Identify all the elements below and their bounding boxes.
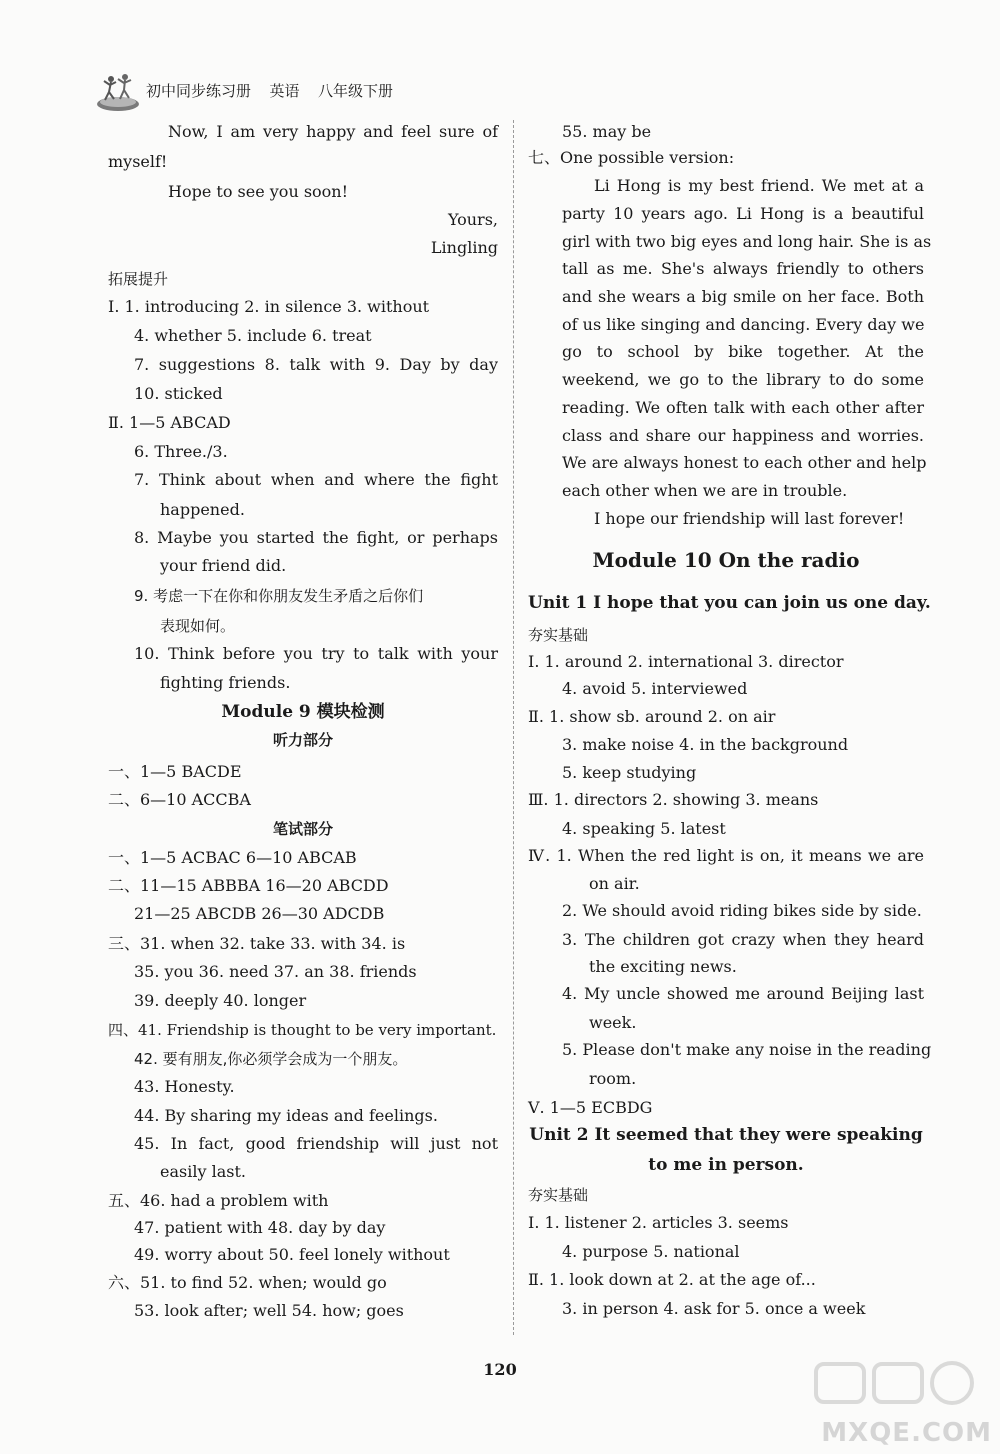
answer-line: girl with two big eyes and long hair. She is as [562,232,932,251]
header-subject: 英语 [269,82,300,100]
answer-line: myself! [108,152,168,171]
answer-line: go to school by bike together. At the [562,342,924,361]
answer-line: to me in person. [648,1155,804,1175]
answer-line: Lingling [430,238,498,257]
header-book: 初中同步练习册 [146,82,252,100]
answer-line: 7. suggestions 8. talk with 9. Day by day [134,355,498,374]
answer-line: 一、1—5 ACBAC 6—10 ABCAB [108,848,357,867]
watermark [812,1358,992,1448]
runners-logo-icon [96,70,140,112]
answer-line: 4. purpose 5. national [562,1242,740,1261]
answer-line: 表现如何。 [160,617,236,635]
answer-line: and she wears a big smile on her face. Both [562,287,924,306]
answer-line: 42. 要有朋友,你必须学会成为一个朋友。 [134,1050,408,1068]
answer-line: 五、46. had a problem with [108,1191,329,1210]
answer-line: Li Hong is my best friend. We met at a [594,176,924,195]
answer-line: of us like singing and dancing. Every day we [562,315,925,334]
watermark-text: MXQE.COM [821,1418,992,1448]
page-header [96,70,426,112]
answer-line: I hope our friendship will last forever! [594,509,905,528]
answer-line: 一、1—5 BACDE [108,762,242,781]
answer-line: the exciting news. [589,957,737,976]
page-number: 120 [483,1360,517,1379]
answer-line: 5. keep studying [562,763,697,782]
answer-line: 49. worry about 50. feel lonely without [134,1245,450,1264]
answer-line: weekend, we go to the library to do some [562,370,924,389]
answer-line: your friend did. [160,556,287,575]
answer-line: 拓展提升 [108,270,169,288]
answer-line: 10. sticked [134,384,223,403]
answer-line: each other when we are in trouble. [562,481,848,500]
answer-line: Ⅱ. 1—5 ABCAD [108,413,231,432]
answer-line: Ⅴ. 1—5 ECBDG [528,1098,653,1117]
answer-line: 45. In fact, good friendship will just not [134,1134,498,1153]
answer-line: fighting friends. [160,673,291,692]
answer-line: week. [589,1013,637,1032]
answer-line: room. [589,1069,637,1088]
answer-line: 二、11—15 ABBBA 16—20 ABCDD [108,876,389,895]
answer-line: 3. in person 4. ask for 5. once a week [562,1299,866,1318]
answer-line: 六、51. to find 52. when; would go [108,1273,387,1292]
header-grade: 八年级下册 [317,82,393,100]
answer-line: tall as me. She's always friendly to others [562,259,924,278]
answer-line: 55. may be [562,122,652,141]
answer-line: 4. avoid 5. interviewed [562,679,748,698]
answer-line: 47. patient with 48. day by day [134,1218,386,1237]
answer-line: 听力部分 [272,731,333,749]
answer-line: 4. My uncle showed me around Beijing last [562,984,924,1003]
answer-line: 3. make noise 4. in the background [562,735,849,754]
answer-line: 10. Think before you try to talk with your [134,644,498,663]
answer-line: 7. Think about when and where the fight [134,470,498,489]
answer-line: 43. Honesty. [134,1077,235,1096]
answer-line: class and share our happiness and worries. [562,426,924,445]
answer-line: 2. We should avoid riding bikes side by side. [562,901,922,920]
answer-line: 8. Maybe you started the fight, or perhaps [134,528,498,547]
answer-line: party 10 years ago. Li Hong is a beautiful [562,204,924,223]
answer-line: 5. Please don't make any noise in the reading [562,1040,932,1059]
answer-line: 21—25 ABCDB 26—30 ADCDB [134,904,385,923]
answer-line: reading. We often talk with each other after [562,398,924,417]
answer-line: easily last. [160,1162,246,1181]
answer-line: 9. 考虑一下在你和你朋友发生矛盾之后你们 [134,587,424,605]
answer-line: Now, I am very happy and feel sure of [168,122,498,141]
answer-line: 3. The children got crazy when they heard [562,930,924,949]
answer-line: 4. speaking 5. latest [562,819,726,838]
answer-line: 二、6—10 ACCBA [108,790,251,809]
answer-line: 35. you 36. need 37. an 38. friends [134,962,417,981]
answer-line: Ⅱ. 1. look down at 2. at the age of... [528,1270,816,1289]
answer-line: Ⅰ. 1. around 2. international 3. director [528,652,844,671]
answer-line: Module 9 模块检测 [221,702,385,722]
header-title [146,80,407,101]
answer-line: 三、31. when 32. take 33. with 34. is [108,934,406,953]
answer-line: Ⅰ. 1. listener 2. articles 3. seems [528,1213,789,1232]
answer-line: Ⅲ. 1. directors 2. showing 3. means [528,790,819,809]
answer-line: 夯实基础 [528,1186,589,1204]
answer-line: happened. [160,500,245,519]
answer-line: Ⅱ. 1. show sb. around 2. on air [528,707,776,726]
answer-line: Ⅰ. 1. introducing 2. in silence 3. without [108,297,430,316]
answer-line: 53. look after; well 54. how; goes [134,1301,404,1320]
answer-line: 夯实基础 [528,626,589,644]
answer-line: Unit 1 I hope that you can join us one day. [528,593,931,613]
answer-line: Module 10 On the radio [592,548,860,572]
column-divider [513,120,514,1335]
answer-line: Hope to see you soon! [168,182,349,201]
answer-line: 6. Three./3. [134,442,228,461]
answer-line: 39. deeply 40. longer [134,991,307,1010]
watermark-seal-icon [812,1360,982,1406]
answer-line: on air. [589,874,640,893]
answer-line: Yours, [447,210,498,229]
answer-line: 笔试部分 [272,820,333,838]
answer-line: 七、One possible version: [528,148,735,167]
answer-line: 4. whether 5. include 6. treat [134,326,372,345]
answer-line: Ⅳ. 1. When the red light is on, it means we are [528,846,924,865]
answer-line: 44. By sharing my ideas and feelings. [134,1106,438,1125]
answer-line: Unit 2 It seemed that they were speaking [529,1125,923,1145]
answer-line: 四、41. Friendship is thought to be very important. [108,1021,497,1039]
answer-line: We are always honest to each other and help [562,453,927,472]
